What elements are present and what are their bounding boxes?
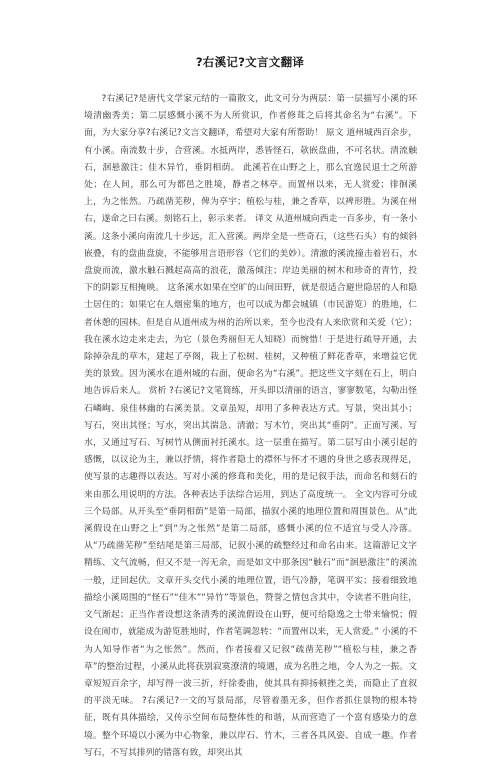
document-body [84,91,417,762]
body-paragraph: ?右溪记?是唐代文学家元结的一篇散文，此文可分为两层：第一层描写小溪的环境清幽秀美；第二层感慨小溪不为人所赏识，作者修葺之后将其命名为“右溪”。下面，为大家分享?右溪记?文言文翻译，希望对大家有所帮助！ 原文 道州城西百余步，有小溪。南流数十步，合营溪。水抵两岸，悉皆怪石，欹嵌盘曲，不可名状。清流触石，洄悬激注；佳木异竹，垂阴相荫。 此溪若在山野之上，那么宜逸民退士之所游处；在人间，那么可为都邑之胜境，静者之林亭。而置州以来，无人赏爱；徘徊溪上，为之怅然。乃疏凿芜秽，俾为亭宇；植松与桂，兼之香草，以裨形胜。为溪在州右，遂命之曰右溪。刻铭石上，彰示来者。 译文 从道州城向西走一百多步，有一条小溪。这条小溪向南流几十步远，汇入营溪。两岸全是一些奇石，（这些石头）有的倾斜嵌叠，有的盘曲盘旋，不能够用言语形容（它们的美妙）。清澈的溪流撞击着岩石，水盘旋而流，激水触石溅起高高的浪花，激荡倾注；岸边美丽的树木和珍奇的青竹，投下的阴影互相掩映。 这条溪水如果在空旷的山间田野，就是很适合避世隐居的人和隐士居住的；如果它在人烟密集的地方，也可以成为都会城镇（市民游览）的胜地，仁者休憩的园林。但是自从道州成为州的治所以来，至今也没有人来欣赏和关爱（它）；我在溪水边走来走去，为它（景色秀丽但无人知晓）而惋惜！于是进行疏导开通，去除掉杂乱的草木，建起了亭阁，栽上了松树、桂树，又种植了鲜花香草，来增益它优美的景致。因为溪水在道州城的右面，便命名为“右溪”。把这些文字刻在石上，明白地告诉后来人。 赏析 ?右溪记?文笔简练，开头即以清丽的语言，寥寥数笔，勾勒出怪石嶙峋、泉佳林幽的右溪美景。文章虽短，却用了多种表达方式。写景，突出其小；写石，突出其怪；写水，突出其湍急、清澈；写木竹，突出其“垂阴”。正面写溪、写水，又通过写石、写树竹从侧面衬托溪水。这一层重在描写。第二层写由小溪引起的感慨，以议论为主，兼以抒情，将作者隐士的襟怀与怀才不遇的身世之感表现得足，使写景的志趣得以表达。写对小溪的修葺和美化，用的是记叙手法，而命名和刻石的来由那么用说明的方法。各种表达手法综合运用，到达了高度统一。 全文内容可分成三个局部。从开头至“垂阴相荫”是第一局部，描叙小溪的地理位置和周围景色。从“此溪假设在山野之上”到“为之怅然”是第二局部，感慨小溪的位不适宜与受人冷落。从“乃疏凿芜秽”至结尾是第三局部，记叙小溪的疏整经过和命名由来。这篇游记文字精练、文气流畅，但又不是一泻无余，而是如文中那条因“触石”而“洄悬激注”的溪流一般，迂回起伏。文章开头交代小溪的地理位置，语气冷静，笔调平实；接着细致地描绘小溪周围的“怪石”“佳木”“异竹”等景色，赞誉之情包含其中，令读者不胜向往，文气渐起；正当作者设想这条清秀的溪流假设在山野，便可给隐逸之士带来愉悦；假设在闹市，就能成为游览胜地时，作者笔调忽转：“而置州以来，无人赏爱。” 小溪的不为人知导作者“为之怅然”。然而，作者接着又记叙“疏凿芜秽”“植松与桂，兼之香草”的整治过程，小溪从此将获别寂寞潦清的境遇，成为名胜之地，令人为之一振。文章短短百余字，却写得一波三折，纡徐委曲，使其具有抑扬顿挫之美，而隐止了直叙的平淡无味。 ?右溪记?一文的写景局部，尽管着墨无多，但作者抓住景物的根本特征，既有具体描绘，又传示空间布局整体性的和谐，从而营造了一个富有感染力的意境。整个环境以小溪为中心物象，兼以岸石、竹木，三者各具风姿、自成一趣。作者写石，不写其排列的错落有致，却突出其 [84,94,417,758]
document-title: ?右溪记?文言文翻译 [195,55,305,69]
